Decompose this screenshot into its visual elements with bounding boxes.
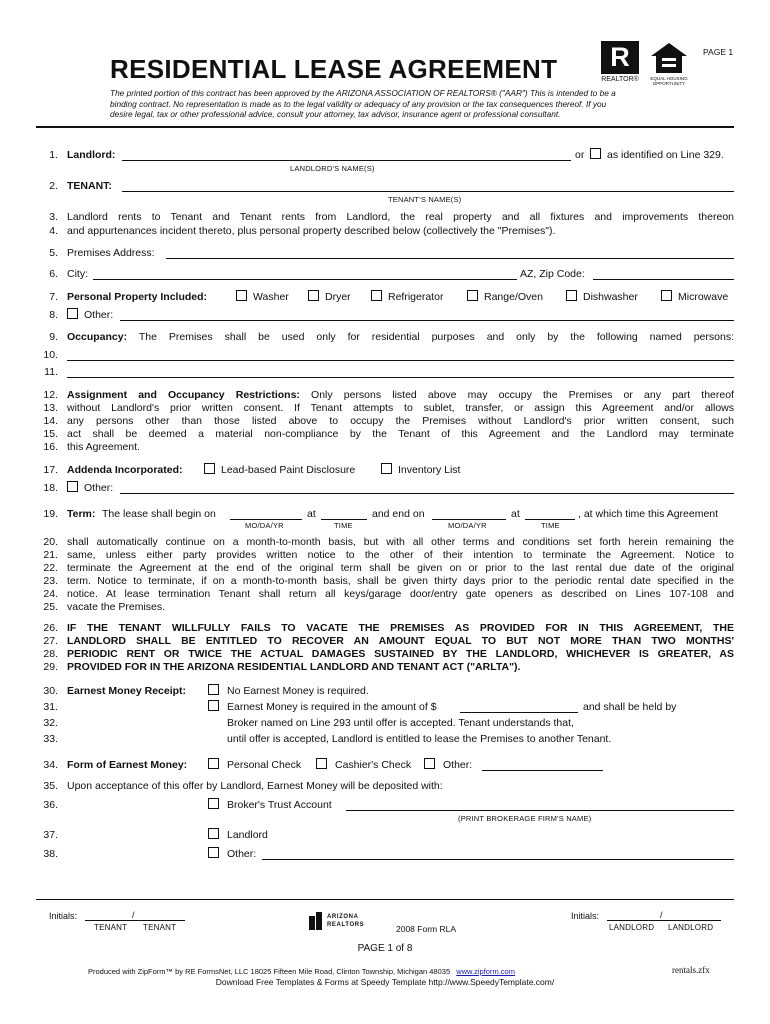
landlord-caption: LANDLORD bbox=[668, 923, 714, 932]
line-number: 32. bbox=[43, 717, 58, 729]
line-number: 15. bbox=[43, 428, 58, 440]
page-title: RESIDENTIAL LEASE AGREEMENT bbox=[110, 54, 558, 84]
earnest-broker-text: Broker named on Line 293 until offer is accepted. Tenant understands that, bbox=[227, 717, 574, 729]
earnest-required-checkbox[interactable] bbox=[208, 700, 219, 711]
addenda-label: Addenda Incorporated: bbox=[67, 464, 183, 476]
refrigerator-label: Refrigerator bbox=[388, 291, 444, 303]
aar-logo-icon bbox=[309, 912, 325, 930]
line-number: 13. bbox=[43, 402, 58, 414]
form-other-label: Other: bbox=[443, 759, 473, 771]
occupant-field-1[interactable] bbox=[67, 360, 734, 361]
end-date-field[interactable] bbox=[432, 519, 506, 520]
lead-paint-label: Lead-based Paint Disclosure bbox=[221, 464, 356, 476]
aar-logo-bottom: REALTORS bbox=[327, 922, 365, 928]
deposit-other-label: Other: bbox=[227, 848, 257, 860]
line-number: 25. bbox=[43, 601, 58, 613]
tenant-caption: TENANT bbox=[143, 923, 177, 932]
line-number: 35. bbox=[43, 780, 58, 792]
dryer-checkbox[interactable] bbox=[308, 290, 319, 301]
form-earnest-label: Form of Earnest Money: bbox=[67, 759, 188, 771]
page-number: PAGE 1 of 8 bbox=[357, 943, 413, 954]
line-number: 18. bbox=[43, 482, 58, 494]
premises-label: Premises Address: bbox=[67, 247, 155, 259]
earnest-until-text: until offer is accepted, Landlord is entitled to lease the Premises to another Tenant. bbox=[227, 733, 612, 745]
equal-housing-text: EQUAL HOUSING OPPORTUNITY bbox=[650, 76, 688, 86]
realtor-logo-text: REALTOR® bbox=[601, 76, 639, 83]
assignment-line: act shall be deemed a material non-compliance by the Tenant of this Agreement and the Landlord may terminate bbox=[67, 428, 734, 440]
addenda-other-label: Other: bbox=[84, 482, 114, 494]
deposit-other-checkbox[interactable] bbox=[208, 847, 219, 858]
lead-paint-checkbox[interactable] bbox=[204, 463, 215, 474]
rents-text: Landlord rents to Tenant and Tenant rents from Landlord, the real property and all fixtures and improvements thereon bbox=[67, 211, 734, 223]
holdover-line: IF THE TENANT WILLFULLY FAILS TO VACATE THE PREMISES AS PROVIDED FOR IN THIS AGREEMENT, THE bbox=[67, 622, 734, 634]
line-number: 17. bbox=[43, 464, 58, 476]
microwave-checkbox[interactable] bbox=[661, 290, 672, 301]
intro-line: binding contract. No representation is made as to the legal validity or adequacy of any provision or the tax consequences thereof. If you bbox=[110, 98, 607, 109]
end-date-caption: MO/DA/YR bbox=[448, 521, 487, 530]
earnest-label: Earnest Money Receipt: bbox=[67, 685, 187, 697]
trust-account-label: Broker's Trust Account bbox=[227, 799, 332, 811]
line-number: 9. bbox=[49, 331, 58, 343]
landlord-initials-label: Initials: bbox=[571, 911, 600, 921]
personal-check-label: Personal Check bbox=[227, 759, 302, 771]
assignment-line: this Agreement. bbox=[67, 441, 140, 453]
begin-date-field[interactable] bbox=[230, 519, 302, 520]
brokerage-firm-field[interactable] bbox=[346, 810, 734, 811]
microwave-label: Microwave bbox=[678, 291, 729, 303]
landlord-name-caption: LANDLORD'S NAME(S) bbox=[290, 164, 375, 173]
landlord-alt-label: as identified on Line 329. bbox=[607, 149, 724, 161]
line-number: 8. bbox=[49, 309, 58, 321]
deposit-other-field[interactable] bbox=[262, 859, 734, 860]
line-number: 26. bbox=[43, 622, 58, 634]
term-at-1: at bbox=[307, 508, 316, 520]
tenant-initials-slash: / bbox=[132, 910, 135, 920]
footer-rule bbox=[36, 899, 734, 900]
file-name: rentals.zfx bbox=[672, 965, 710, 975]
intro-disclaimer bbox=[110, 88, 616, 120]
realtor-logo bbox=[601, 41, 639, 85]
line-number: 31. bbox=[43, 701, 58, 713]
aar-logo bbox=[300, 912, 380, 932]
landlord-name-field[interactable] bbox=[122, 160, 571, 161]
occupancy-label: Occupancy: bbox=[67, 331, 128, 343]
assignment-line: any persons other than those listed above to occupy the Premises without Landlord's prior written consent, such bbox=[67, 415, 734, 427]
earnest-held-label: and shall be held by bbox=[583, 701, 677, 713]
tenant-initials-field[interactable] bbox=[85, 920, 185, 921]
tenant-name-caption: TENANT'S NAME(S) bbox=[388, 195, 462, 204]
term-at-2: at bbox=[511, 508, 520, 520]
assignment-line: without Landlord's prior written consent. If Tenant attempts to sublet, transfer, or assign this Agreement and/or allows bbox=[67, 402, 734, 414]
addenda-other-checkbox[interactable] bbox=[67, 481, 78, 492]
washer-checkbox[interactable] bbox=[236, 290, 247, 301]
line-number: 20. bbox=[43, 536, 58, 548]
deposit-text: Upon acceptance of this offer by Landlord, Earnest Money will be deposited with: bbox=[67, 780, 443, 792]
form-other-field[interactable] bbox=[482, 770, 603, 771]
intro-line: The printed portion of this contract has been approved by the ARIZONA ASSOCIATION OF REALTORS® ("AAR") This is intended to be a bbox=[110, 88, 616, 98]
holdover-line: LANDLORD SHALL BE ENTITLED TO RECOVER AN AMOUNT EQUAL TO BUT NOT MORE THAN TWO MONTHS' bbox=[67, 635, 734, 647]
refrigerator-checkbox[interactable] bbox=[371, 290, 382, 301]
personal-property-other-checkbox[interactable] bbox=[67, 308, 78, 319]
assignment-text bbox=[67, 389, 734, 402]
no-earnest-label: No Earnest Money is required. bbox=[227, 685, 369, 697]
term-line: same, unless either party provides written notice to the other of their intention to terminate the Agreement. Notice to bbox=[67, 549, 734, 561]
dishwasher-label: Dishwasher bbox=[583, 291, 638, 303]
landlord-or: or bbox=[575, 149, 585, 161]
holdover-line: PROVIDED FOR IN THE ARIZONA RESIDENTIAL LANDLORD AND TENANT ACT ("ARLTA"). bbox=[67, 661, 521, 673]
form-code: 2008 Form RLA bbox=[396, 924, 456, 934]
holdover-line: PERIODIC RENT OR TWICE THE ACTUAL DAMAGES SUSTAINED BY THE LANDLORD, WHICHEVER IS GREATER, AS bbox=[67, 648, 734, 660]
tenant-initials-label: Initials: bbox=[49, 911, 78, 921]
addenda-other-field[interactable] bbox=[120, 493, 734, 494]
dishwasher-checkbox[interactable] bbox=[566, 290, 577, 301]
washer-label: Washer bbox=[253, 291, 289, 303]
produced-line bbox=[88, 967, 515, 977]
equal-housing-house-icon bbox=[648, 41, 690, 75]
tenant-caption: TENANT bbox=[94, 923, 128, 932]
intro-line: desire legal, tax or other professional advice, consult your attorney, tax advisor, insurance agent or professional consultant. bbox=[110, 109, 561, 119]
inventory-list-checkbox[interactable] bbox=[381, 463, 392, 474]
term-label: Term: bbox=[67, 508, 96, 520]
produced-text: Produced with ZipForm™ by RE FormsNet, LLC 18025 Fifteen Mile Road, Clinton Township, Michigan 48035 bbox=[88, 967, 451, 976]
header-rule bbox=[36, 126, 734, 128]
cashiers-check-checkbox[interactable] bbox=[316, 758, 327, 769]
begin-date-caption: MO/DA/YR bbox=[245, 521, 284, 530]
line-number: 28. bbox=[43, 648, 58, 660]
dryer-label: Dryer bbox=[325, 291, 351, 303]
line-number: 5. bbox=[49, 247, 58, 259]
realtor-logo-mark: R bbox=[610, 42, 630, 72]
line-number: 6. bbox=[49, 268, 58, 280]
line-number: 33. bbox=[43, 733, 58, 745]
equal-housing-icon bbox=[648, 41, 690, 85]
term-line: shall automatically continue on a month-to-month basis, but with all other terms and conditions set forth herein remaining the bbox=[67, 536, 734, 548]
landlord-label: Landlord: bbox=[67, 149, 116, 161]
personal-property-label: Personal Property Included: bbox=[67, 291, 208, 303]
assignment-label: Assignment and Occupancy Restrictions: bbox=[67, 389, 300, 401]
tenant-name-field[interactable] bbox=[122, 191, 734, 192]
city-label: City: bbox=[67, 268, 88, 280]
line-number: 14. bbox=[43, 415, 58, 427]
zip-label: AZ, Zip Code: bbox=[520, 268, 585, 280]
line-number: 37. bbox=[43, 829, 58, 841]
line-number: 38. bbox=[43, 848, 58, 860]
term-begin-text: The lease shall begin on bbox=[102, 508, 216, 520]
line-number: 2. bbox=[49, 180, 58, 192]
term-line: notice. At lease termination Tenant shall return all keys/garage door/entry gate openers as described on Lines 107-108 and bbox=[67, 588, 734, 600]
line-number: 4. bbox=[49, 225, 58, 237]
line-number: 23. bbox=[43, 575, 58, 587]
cashiers-check-label: Cashier's Check bbox=[335, 759, 412, 771]
line-number: 3. bbox=[49, 211, 58, 223]
term-tail: , at which time this Agreement bbox=[578, 508, 719, 520]
line-number: 21. bbox=[43, 549, 58, 561]
tenant-label: TENANT: bbox=[67, 180, 112, 192]
begin-time-field[interactable] bbox=[321, 519, 367, 520]
rents-text: and appurtenances incident thereto, plus personal property described below (collectively the "Premises"). bbox=[67, 225, 556, 237]
term-line: terminate the Agreement at the end of the original term shall be given on or prior to the last rental due date of the original bbox=[67, 562, 734, 574]
term-line: term. Notice to terminate, if on a month-to-month basis, shall be given thirty days prior to the periodic rental date specified in the bbox=[67, 575, 734, 587]
begin-time-caption: TIME bbox=[334, 521, 353, 530]
occupancy-body: The Premises shall be used only for residential purposes and only by the following named persons: bbox=[138, 331, 734, 343]
occupancy-text bbox=[67, 331, 734, 344]
line-number: 7. bbox=[49, 291, 58, 303]
occupant-field-2[interactable] bbox=[67, 377, 734, 378]
premises-address-field[interactable] bbox=[166, 258, 734, 259]
trust-account-checkbox[interactable] bbox=[208, 798, 219, 809]
line-number: 11. bbox=[44, 366, 58, 378]
city-field[interactable] bbox=[93, 279, 517, 280]
deposit-landlord-label: Landlord bbox=[227, 829, 268, 841]
line-number: 34. bbox=[43, 759, 58, 771]
landlord-initials-slash: / bbox=[660, 910, 663, 920]
zipform-link[interactable]: www.zipform.com bbox=[456, 967, 515, 976]
end-time-field[interactable] bbox=[525, 519, 575, 520]
line-number: 10. bbox=[43, 349, 58, 361]
personal-check-checkbox[interactable] bbox=[208, 758, 219, 769]
line-number: 27. bbox=[43, 635, 58, 647]
line-number: 12. bbox=[43, 389, 58, 401]
download-line: Download Free Templates & Forms at Speedy Template http://www.SpeedyTemplate.com/ bbox=[215, 977, 555, 987]
line-number: 30. bbox=[43, 685, 58, 697]
aar-logo-top: ARIZONA bbox=[327, 914, 359, 920]
form-other-checkbox[interactable] bbox=[424, 758, 435, 769]
inventory-list-label: Inventory List bbox=[398, 464, 461, 476]
deposit-landlord-checkbox[interactable] bbox=[208, 828, 219, 839]
page-label: PAGE 1 bbox=[703, 47, 734, 57]
brokerage-firm-caption: (PRINT BROKERAGE FIRM'S NAME) bbox=[458, 814, 592, 823]
term-line: vacate the Premises. bbox=[67, 601, 166, 613]
line-number: 16. bbox=[43, 441, 58, 453]
earnest-required-label: Earnest Money is required in the amount of $ bbox=[227, 701, 437, 713]
range-oven-checkbox[interactable] bbox=[467, 290, 478, 301]
landlord-caption: LANDLORD bbox=[609, 923, 655, 932]
range-oven-label: Range/Oven bbox=[484, 291, 543, 303]
end-time-caption: TIME bbox=[541, 521, 560, 530]
line-number: 29. bbox=[43, 661, 58, 673]
assignment-first: Only persons listed above may occupy the Premises or any part thereof bbox=[311, 389, 734, 401]
earnest-amount-field[interactable] bbox=[460, 712, 578, 713]
line-number: 1. bbox=[49, 149, 58, 161]
line-number: 22. bbox=[43, 562, 58, 574]
term-end-text: and end on bbox=[372, 508, 425, 520]
line-number: 36. bbox=[43, 799, 58, 811]
line-number: 24. bbox=[43, 588, 58, 600]
no-earnest-checkbox[interactable] bbox=[208, 684, 219, 695]
line-number: 19. bbox=[43, 508, 58, 520]
zip-field[interactable] bbox=[593, 279, 734, 280]
personal-property-other-label: Other: bbox=[84, 309, 114, 321]
landlord-initials-field[interactable] bbox=[607, 920, 721, 921]
personal-property-other-field[interactable] bbox=[120, 320, 734, 321]
landlord-line-329-checkbox[interactable] bbox=[590, 148, 601, 159]
